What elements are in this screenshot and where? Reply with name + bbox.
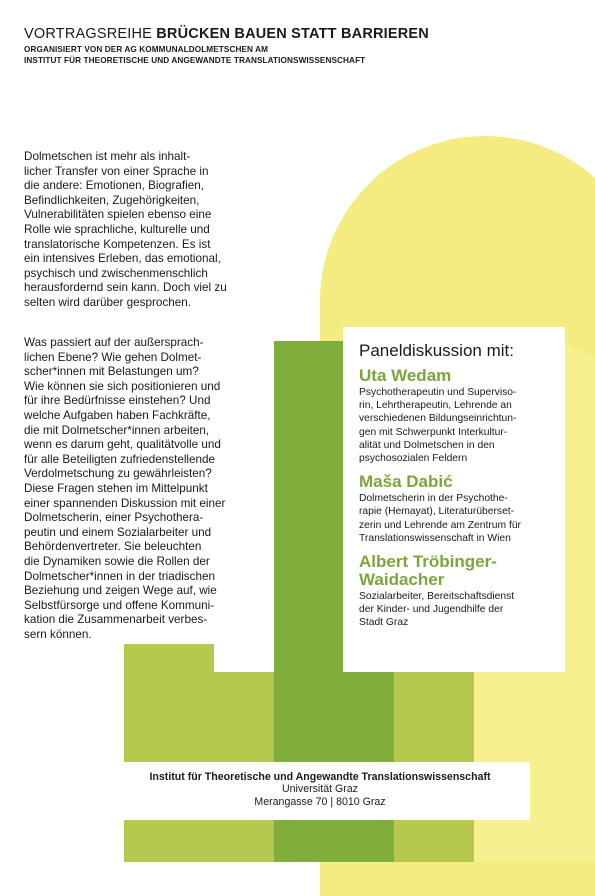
panelist-name: Albert Tröbinger- Waidacher <box>359 552 497 590</box>
panelist-description: Sozialarbeiter, Bereitschaftsdienst der Kinder- und Jugendhilfe der Stadt Graz <box>359 591 515 629</box>
panel-box <box>343 327 565 672</box>
panelist-name: Maša Dabić <box>359 472 453 492</box>
panelist-name: Uta Wedam <box>359 366 452 385</box>
organizer-line-1: ORGANISIERT VON DER AG KOMMUNALDOLMETSCHEN AM <box>24 45 269 54</box>
footer-box <box>110 762 530 820</box>
panelist-description: Dolmetscherin in der Psychothe- rapie (Hemayat), Literaturüberset- zerin und Lehrende am Zentrum für Translationswissenschaft in Wien <box>359 493 521 544</box>
organizer-line-2: INSTITUT FÜR THEORETISCHE UND ANGEWANDTE TRANSLATIONSWISSENSCHAFT <box>24 56 366 65</box>
panelist-description: Psychotherapeutin und Superviso- rin, Lehrtherapeutin, Lehrende an verschiedenen Bildungseinrichtun- gen mit Schwerpunkt Interkultur- alität und Dolmetschen in den psychosozialen Feldern <box>359 387 517 465</box>
footer-address: Merangasse 70 | 8010 Graz <box>254 796 386 808</box>
panelist <box>359 473 565 545</box>
questions-paragraph <box>24 334 272 644</box>
series-prefix: VORTRAGSREIHE <box>24 26 153 42</box>
panelist <box>359 367 565 465</box>
panel-title: Paneldiskussion mit: <box>359 341 514 360</box>
intro-paragraph <box>24 150 272 313</box>
series-title <box>24 26 429 42</box>
intro-paragraph-text: Dolmetschen ist mehr als inhalt- licher Transfer von einer Sprache in die andere: Emotionen, Biografien, Befindlichkeiten, Zugehörigkeiten, Vulnerabilitäten spielen ebenso eine Rolle wie sprachliche, kulturelle und translatorische Kompetenzen. Es ist ein intensives Erleben, das emotional, psychisch und zwischenmenschlich herausfordernd sein kann. Doch viel zu selten wird darüber gesprochen. <box>24 150 227 309</box>
series-name: BRÜCKEN BAUEN STATT BARRIEREN <box>156 26 429 42</box>
panelist <box>359 553 565 630</box>
footer-institute: Institut für Theoretische und Angewandte Translationswissenschaft <box>149 771 491 783</box>
footer-university: Universität Graz <box>282 783 358 795</box>
questions-paragraph-text: Was passiert auf der außersprach- lichen Ebene? Wie gehen Dolmet- scher*innen mit Belastungen um? Wie können sie sich positionieren und für ihre Bedürfnisse einstehen? Und welche Aufgaben haben Fachkräfte, die mit Dolmetscher*innen arbeiten, wenn es darum geht, qualitätvolle und für alle Beteiligten zufriedenstellende Verdolmetschung zu gewährleisten? Diese Fragen stehen im Mittelpunkt einer spannenden Diskussion mit einer Dolmetscherin, einer Psychothera- peutin und einem Sozialarbeiter und Behördenvertreter. Sie beleuchten die Dynamiken sowie die Rollen der Dolmetscher*innen in der triadischen Beziehung und zeigen Wege auf, wie Selbstfürsorge und offene Kommuni- kation die Zusammenarbeit verbes- sern können. <box>24 336 226 641</box>
